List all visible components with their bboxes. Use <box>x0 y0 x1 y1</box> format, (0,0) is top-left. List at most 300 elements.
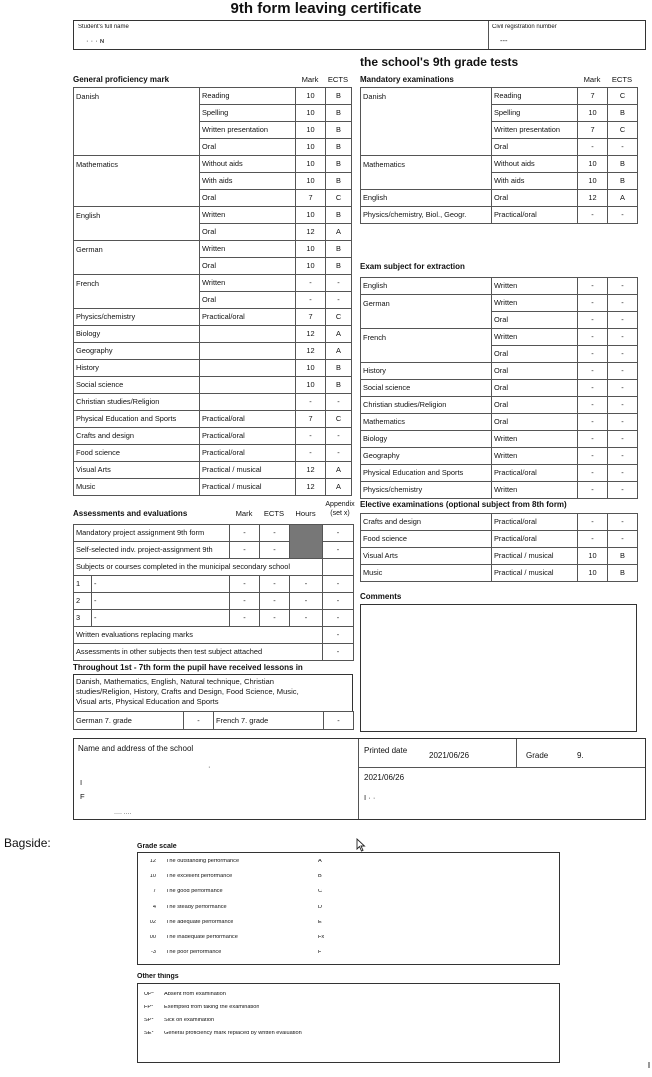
course-mark: - <box>230 576 260 593</box>
subject-row <box>361 329 638 346</box>
grade-scale-letter: C <box>318 889 323 895</box>
assess-col-ects: ECTS <box>263 510 285 518</box>
subject-part <box>200 394 296 411</box>
grade-value: 9. <box>577 752 584 760</box>
assess-col-mark: Mark <box>235 510 253 518</box>
extraction-heading: Exam subject for extraction <box>360 263 465 271</box>
grade-scale-text: The good performance <box>166 889 223 895</box>
general-col-ects: ECTS <box>327 76 349 84</box>
assess-ects: - <box>260 542 290 559</box>
subject-name: Crafts and design <box>74 428 200 445</box>
subject-part: Practical/oral <box>492 514 578 531</box>
subject-part: Oral <box>492 397 578 414</box>
subject-name: Social science <box>361 380 492 397</box>
subject-row <box>361 312 638 329</box>
subject-ects: B <box>326 360 352 377</box>
subject-part: Written <box>200 207 296 224</box>
french-7-value: - <box>324 712 354 730</box>
subject-ects: B <box>608 548 638 565</box>
subject-part: Written <box>492 431 578 448</box>
grade-scale-text: The excellent performance <box>166 874 233 880</box>
subject-part: Spelling <box>492 105 578 122</box>
subject-part: Practical / musical <box>200 479 296 496</box>
course-appendix: - <box>323 593 354 610</box>
subject-row <box>361 548 638 565</box>
assess-label: Self-selected indv. project-assignment 9th <box>74 542 230 559</box>
student-name-label: Student's full name <box>78 24 129 30</box>
subject-name: Mathematics <box>361 156 492 173</box>
subject-ects: B <box>326 173 352 190</box>
school-line-3: F <box>80 793 85 801</box>
elective-heading: Elective examinations (optional subject from 8th form) <box>360 501 567 509</box>
grade-scale-mark: 4 <box>152 904 156 910</box>
subject-row <box>361 465 638 482</box>
subject-part: Oral <box>200 139 296 156</box>
course-hours: - <box>290 610 323 627</box>
subject-row <box>74 207 352 224</box>
subject-ects: B <box>326 377 352 394</box>
subject-part: Without aids <box>492 156 578 173</box>
subject-mark: 12 <box>296 479 326 496</box>
subject-mark: 10 <box>296 88 326 105</box>
grade-scale-text: The outstanding performance <box>166 859 240 864</box>
subject-row <box>361 346 638 363</box>
subject-part <box>200 377 296 394</box>
subject-mark: - <box>578 531 608 548</box>
subject-mark: 10 <box>578 156 608 173</box>
mandatory-col-ects: ECTS <box>611 76 633 84</box>
subject-ects: A <box>326 224 352 241</box>
subject-mark: 10 <box>296 139 326 156</box>
cpr-label: Civil registration number <box>492 24 557 30</box>
subject-row <box>361 105 638 122</box>
subject-ects: - <box>326 275 352 292</box>
subject-ects: - <box>608 465 638 482</box>
course-num: 3 <box>74 610 92 627</box>
subject-name: Biology <box>361 431 492 448</box>
subject-row <box>361 431 638 448</box>
subject-part: Practical/oral <box>200 445 296 462</box>
assess-hours-shaded <box>290 525 323 559</box>
subject-part: Oral <box>200 190 296 207</box>
subject-ects: - <box>608 482 638 499</box>
course-row <box>74 593 354 610</box>
subject-name <box>74 105 200 122</box>
subject-name: French <box>361 329 492 346</box>
course-name: - <box>92 576 230 593</box>
subject-part <box>200 360 296 377</box>
lessons-text-1: Danish, Mathematics, English, Natural technique, Christian <box>76 678 274 686</box>
subject-mark: 12 <box>296 224 326 241</box>
grade-scale-heading: Grade scale <box>137 843 177 850</box>
subject-part: With aids <box>200 173 296 190</box>
subject-name: Social science <box>74 377 200 394</box>
subject-mark: - <box>578 414 608 431</box>
general-heading: General proficiency mark <box>73 76 170 84</box>
subject-row <box>74 105 352 122</box>
subject-name: History <box>361 363 492 380</box>
school-box <box>73 738 646 820</box>
subject-ects: - <box>608 207 638 224</box>
printed-date-label: Printed date <box>364 747 408 755</box>
subject-name <box>361 122 492 139</box>
subject-name: Food science <box>74 445 200 462</box>
subject-row <box>74 139 352 156</box>
other-things-code: SP* <box>144 1018 154 1023</box>
assess-appendix: - <box>323 525 354 542</box>
comments-box <box>360 604 637 732</box>
subject-name: Mathematics <box>74 156 200 173</box>
grade-scale-text: The steady performance <box>166 904 227 910</box>
edge-mark <box>648 1062 650 1068</box>
subject-part <box>200 343 296 360</box>
subject-ects: - <box>608 363 638 380</box>
subject-name: Danish <box>74 88 200 105</box>
subject-ects: B <box>326 241 352 258</box>
subject-mark: - <box>578 278 608 295</box>
subject-row <box>361 88 638 105</box>
lang-7th-table <box>73 711 354 730</box>
subject-mark: - <box>578 346 608 363</box>
subject-part: Oral <box>200 258 296 275</box>
subject-mark: - <box>296 292 326 309</box>
grade-scale-letter: F <box>318 950 322 956</box>
mandatory-table <box>360 87 638 224</box>
lessons-heading: Throughout 1st - 7th form the pupil have received lessons in <box>73 664 303 672</box>
subject-part: Practical/oral <box>492 207 578 224</box>
subject-part: Written <box>492 295 578 312</box>
subject-row <box>361 482 638 499</box>
subject-ects: A <box>326 479 352 496</box>
course-appendix: - <box>323 610 354 627</box>
mandatory-col-mark: Mark <box>583 76 601 84</box>
subject-row <box>74 462 352 479</box>
subject-part: Written <box>492 278 578 295</box>
subject-ects: - <box>608 431 638 448</box>
grade-scale-text: The poor performance <box>166 950 222 956</box>
subject-name: History <box>74 360 200 377</box>
subject-ects: - <box>608 139 638 156</box>
lessons-text-2: studies/Religion, History, Crafts and Design, Food Science, Music, <box>76 688 299 696</box>
subject-row <box>74 377 352 394</box>
school-line-1: · <box>208 763 211 771</box>
subject-row <box>361 397 638 414</box>
subject-name: Geography <box>74 343 200 360</box>
subject-ects: - <box>326 292 352 309</box>
written-eval-value: - <box>323 627 354 644</box>
subject-ects: - <box>608 397 638 414</box>
subject-part: Reading <box>492 88 578 105</box>
subject-mark: - <box>296 394 326 411</box>
subject-row <box>74 360 352 377</box>
grade-label: Grade <box>526 752 549 760</box>
subject-mark: 10 <box>296 156 326 173</box>
subject-ects: B <box>326 258 352 275</box>
school-line-2: I <box>80 779 83 787</box>
subject-part: Oral <box>200 224 296 241</box>
subject-ects: C <box>326 190 352 207</box>
assess-mark: - <box>230 525 260 542</box>
subject-row <box>361 295 638 312</box>
subject-row <box>361 414 638 431</box>
subject-ects: B <box>326 207 352 224</box>
subject-ects: - <box>608 329 638 346</box>
other-things-code: UP* <box>144 992 154 997</box>
subject-mark: - <box>296 275 326 292</box>
subject-name: Geography <box>361 448 492 465</box>
subject-row <box>361 207 638 224</box>
grade-scale-mark: -3 <box>151 950 156 956</box>
assess-ects: - <box>260 525 290 542</box>
subject-mark: 7 <box>578 88 608 105</box>
subject-ects: - <box>608 312 638 329</box>
subject-ects: - <box>608 380 638 397</box>
subject-name <box>74 224 200 241</box>
subject-ects: B <box>326 139 352 156</box>
subject-part: Practical/oral <box>200 309 296 326</box>
subject-row <box>361 122 638 139</box>
other-things-box <box>137 983 560 1063</box>
subject-name: English <box>74 207 200 224</box>
subject-ects: C <box>326 411 352 428</box>
subject-part: Oral <box>492 363 578 380</box>
other-things-text: Absent from examination <box>164 992 226 997</box>
subject-ects: C <box>608 122 638 139</box>
subject-name <box>74 258 200 275</box>
subject-name: English <box>361 278 492 295</box>
subject-row <box>361 156 638 173</box>
signature-date: 2021/06/26 <box>364 774 405 782</box>
grade-scale-letter: Fx <box>318 935 325 940</box>
subject-mark: 12 <box>296 326 326 343</box>
course-name: - <box>92 593 230 610</box>
subject-mark: 12 <box>578 190 608 207</box>
course-row <box>74 610 354 627</box>
subject-row <box>74 224 352 241</box>
subject-part: Oral <box>492 346 578 363</box>
school-line-4: ···· ···· <box>114 811 132 817</box>
subject-name: Visual Arts <box>361 548 492 565</box>
french-7-label: French 7. grade <box>214 712 324 730</box>
subject-mark: - <box>578 431 608 448</box>
subject-mark: - <box>296 428 326 445</box>
subject-row <box>74 241 352 258</box>
subject-part: Reading <box>200 88 296 105</box>
other-things-text: Exempted from taking the examination <box>164 1005 260 1010</box>
grade-scale-text: The inadequate performance <box>166 935 238 940</box>
subject-row <box>74 275 352 292</box>
grade-scale-letter: A <box>318 859 322 864</box>
subject-name: Physics/chemistry, Biol., Geogr. <box>361 207 492 224</box>
subject-mark: - <box>578 329 608 346</box>
courses-label: Subjects or courses completed in the municipal secondary school <box>74 559 323 576</box>
subject-name <box>361 139 492 156</box>
assess-label: Mandatory project assignment 9th form <box>74 525 230 542</box>
subject-name <box>74 139 200 156</box>
subject-part: Oral <box>492 190 578 207</box>
subject-name: Music <box>74 479 200 496</box>
subject-part: Written presentation <box>200 122 296 139</box>
assessments-heading: Assessments and evaluations <box>73 510 188 518</box>
subject-row <box>74 309 352 326</box>
other-things-heading: Other things <box>137 973 179 980</box>
subject-row <box>361 363 638 380</box>
subject-mark: 12 <box>296 343 326 360</box>
subject-ects: B <box>326 105 352 122</box>
subject-ects: B <box>326 122 352 139</box>
subject-row <box>74 428 352 445</box>
assess-mark: - <box>230 542 260 559</box>
subject-mark: 10 <box>296 377 326 394</box>
course-ects: - <box>260 610 290 627</box>
subject-name: Physical Education and Sports <box>74 411 200 428</box>
subject-ects: A <box>326 462 352 479</box>
subject-row <box>361 448 638 465</box>
subject-name: English <box>361 190 492 207</box>
subject-row <box>361 380 638 397</box>
subject-row <box>74 343 352 360</box>
subject-name: French <box>74 275 200 292</box>
subject-row <box>361 190 638 207</box>
written-eval-label: Written evaluations replacing marks <box>74 627 323 644</box>
subject-ects: B <box>326 156 352 173</box>
course-hours: - <box>290 576 323 593</box>
subject-part: Practical / musical <box>492 565 578 582</box>
grade-scale-mark: 00 <box>149 935 156 940</box>
subject-name <box>361 173 492 190</box>
subject-mark: 10 <box>578 173 608 190</box>
subject-name <box>74 190 200 207</box>
subject-name: Christian studies/Religion <box>74 394 200 411</box>
subject-mark: 7 <box>296 309 326 326</box>
subject-ects: A <box>326 343 352 360</box>
grade-scale-letter: D <box>318 904 323 910</box>
assess-col-hours: Hours <box>295 510 316 518</box>
student-name-value: · · · ɴ <box>86 37 105 45</box>
subject-name <box>361 312 492 329</box>
lessons-text-3: Visual arts, Physical Education and Sports <box>76 698 219 706</box>
cpr-value: --- <box>500 37 508 45</box>
course-mark: - <box>230 610 260 627</box>
subject-ects: - <box>326 394 352 411</box>
subject-part: Practical / musical <box>492 548 578 565</box>
grade-scale-letter: B <box>318 874 322 880</box>
subject-mark: - <box>578 295 608 312</box>
subject-ects: C <box>326 309 352 326</box>
german-7-value: - <box>184 712 214 730</box>
subject-row <box>361 565 638 582</box>
grade-scale-box <box>137 852 560 965</box>
subject-mark: 12 <box>296 462 326 479</box>
subject-row <box>361 139 638 156</box>
subject-part: Oral <box>200 292 296 309</box>
subject-part: Oral <box>492 414 578 431</box>
subject-row <box>361 514 638 531</box>
subject-part: Written <box>200 241 296 258</box>
subject-row <box>74 394 352 411</box>
subject-part: Practical/oral <box>200 428 296 445</box>
subject-name: Christian studies/Religion <box>361 397 492 414</box>
subject-ects: A <box>326 326 352 343</box>
subject-mark: 10 <box>296 105 326 122</box>
subject-row <box>74 122 352 139</box>
bagside-label: Bagside: <box>4 836 51 850</box>
subject-part: Practical/oral <box>492 465 578 482</box>
other-things-code: FP* <box>144 1005 154 1010</box>
subject-mark: 10 <box>578 565 608 582</box>
subject-part: Oral <box>492 380 578 397</box>
course-ects: - <box>260 593 290 610</box>
general-table <box>73 87 352 496</box>
signature-text: I · · <box>364 794 376 802</box>
other-things-code: SE* <box>144 1031 154 1036</box>
school-name-label: Name and address of the school <box>78 745 194 753</box>
grade-scale-mark: 7 <box>152 889 156 895</box>
comments-heading: Comments <box>360 593 402 601</box>
subject-row <box>74 173 352 190</box>
subject-name: Music <box>361 565 492 582</box>
subject-name: Mathematics <box>361 414 492 431</box>
subject-mark: 7 <box>296 411 326 428</box>
assess-row <box>74 525 354 542</box>
subject-ects: - <box>608 448 638 465</box>
subject-name <box>361 346 492 363</box>
subject-row <box>74 292 352 309</box>
subject-row <box>361 173 638 190</box>
subject-name: German <box>361 295 492 312</box>
course-row <box>74 576 354 593</box>
assess-appendix: - <box>323 542 354 559</box>
subject-name <box>361 105 492 122</box>
subject-name: Physics/chemistry <box>74 309 200 326</box>
subject-name: Food science <box>361 531 492 548</box>
lessons-box <box>73 674 353 711</box>
grade-scale-mark: 02 <box>149 919 156 925</box>
subject-part: Spelling <box>200 105 296 122</box>
subject-ects: A <box>608 190 638 207</box>
subject-name: Danish <box>361 88 492 105</box>
subject-part: With aids <box>492 173 578 190</box>
subject-mark: - <box>578 397 608 414</box>
subject-ects: - <box>608 278 638 295</box>
other-things-text: General proficiency mark replaced by written evaluation <box>164 1031 302 1036</box>
subject-part: Practical / musical <box>200 462 296 479</box>
subject-name: Crafts and design <box>361 514 492 531</box>
subject-ects: C <box>608 88 638 105</box>
subject-name: Physical Education and Sports <box>361 465 492 482</box>
subject-row <box>74 326 352 343</box>
course-name: - <box>92 610 230 627</box>
course-hours: - <box>290 593 323 610</box>
subject-mark: - <box>578 514 608 531</box>
subject-row <box>361 278 638 295</box>
subject-row <box>74 258 352 275</box>
subject-ects: B <box>608 156 638 173</box>
subject-ects: - <box>608 514 638 531</box>
course-num: 2 <box>74 593 92 610</box>
subject-mark: 10 <box>296 207 326 224</box>
assess-col-appendix: Appendix (set x) <box>325 501 355 517</box>
subject-part: Practical/oral <box>200 411 296 428</box>
subject-mark: 10 <box>296 360 326 377</box>
subject-row <box>74 445 352 462</box>
subject-mark: - <box>578 380 608 397</box>
subject-mark: 10 <box>578 548 608 565</box>
subject-part: Written <box>200 275 296 292</box>
grade-scale-mark: 10 <box>149 874 156 880</box>
student-box <box>73 20 646 50</box>
course-num: 1 <box>74 576 92 593</box>
